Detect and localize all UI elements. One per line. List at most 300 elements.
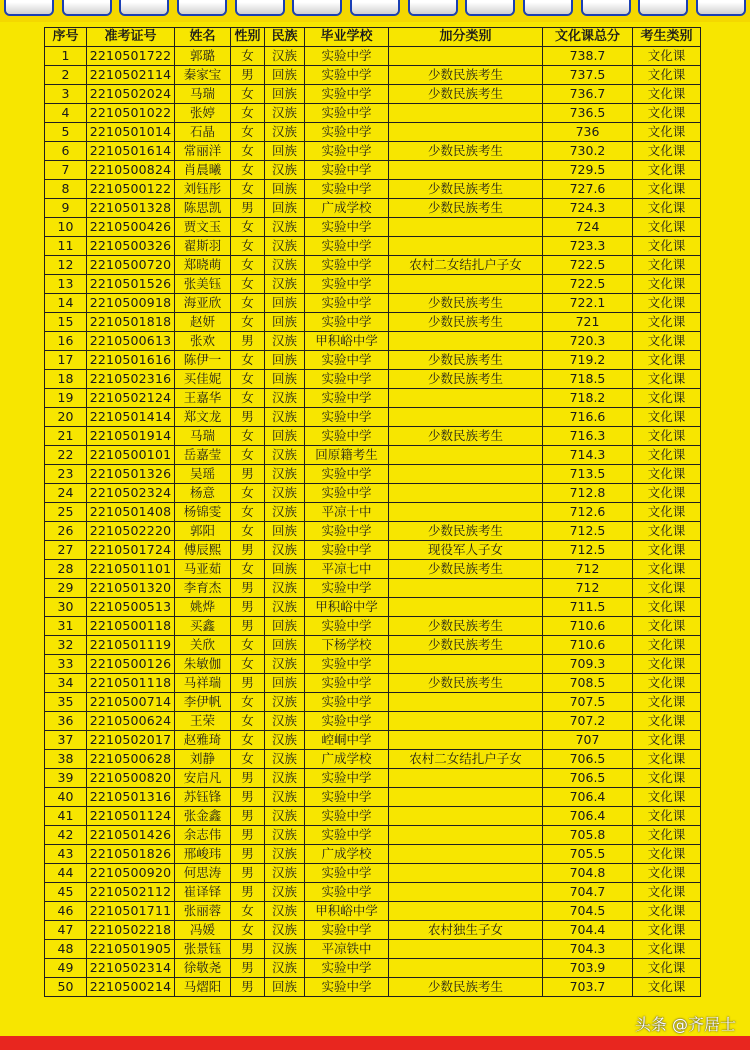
cell-name: 安启凡 bbox=[175, 769, 231, 788]
cell-name: 刘静 bbox=[175, 750, 231, 769]
cell-gender: 女 bbox=[231, 142, 265, 161]
cell-total-score: 736.5 bbox=[543, 104, 633, 123]
cell-name: 张金鑫 bbox=[175, 807, 231, 826]
cell-index: 34 bbox=[45, 674, 87, 693]
table-row bbox=[45, 332, 701, 351]
cell-ethnicity: 回族 bbox=[265, 180, 305, 199]
cell-index: 8 bbox=[45, 180, 87, 199]
cell-total-score: 706.4 bbox=[543, 807, 633, 826]
cell-ethnicity: 汉族 bbox=[265, 123, 305, 142]
cell-exam-id: 2210500714 bbox=[87, 693, 175, 712]
table-row bbox=[45, 788, 701, 807]
cell-name: 刘钰彤 bbox=[175, 180, 231, 199]
cell-index: 5 bbox=[45, 123, 87, 142]
cell-exam-id: 2210502024 bbox=[87, 85, 175, 104]
cell-total-score: 707.2 bbox=[543, 712, 633, 731]
cell-name: 海亚欣 bbox=[175, 294, 231, 313]
cell-student-category: 文化课 bbox=[633, 883, 701, 902]
cell-exam-id: 2210501408 bbox=[87, 503, 175, 522]
cell-school: 广成学校 bbox=[305, 750, 389, 769]
table-row bbox=[45, 446, 701, 465]
cell-ethnicity: 回族 bbox=[265, 142, 305, 161]
cell-gender: 男 bbox=[231, 465, 265, 484]
cell-exam-id: 2210501022 bbox=[87, 104, 175, 123]
cell-index: 44 bbox=[45, 864, 87, 883]
header-ethnicity: 民族 bbox=[265, 28, 305, 47]
cell-index: 49 bbox=[45, 959, 87, 978]
cell-student-category: 文化课 bbox=[633, 655, 701, 674]
cell-school: 实验中学 bbox=[305, 85, 389, 104]
table-row bbox=[45, 47, 701, 66]
header-name: 姓名 bbox=[175, 28, 231, 47]
cell-gender: 男 bbox=[231, 845, 265, 864]
cell-school: 平凉铁中 bbox=[305, 940, 389, 959]
table-row bbox=[45, 617, 701, 636]
cell-student-category: 文化课 bbox=[633, 522, 701, 541]
cell-gender: 男 bbox=[231, 66, 265, 85]
table-row bbox=[45, 142, 701, 161]
table-row bbox=[45, 218, 701, 237]
cell-school: 实验中学 bbox=[305, 275, 389, 294]
cell-bonus-category: 少数民族考生 bbox=[389, 85, 543, 104]
cell-gender: 男 bbox=[231, 541, 265, 560]
cell-name: 买鑫 bbox=[175, 617, 231, 636]
cell-gender: 男 bbox=[231, 674, 265, 693]
cell-ethnicity: 回族 bbox=[265, 66, 305, 85]
cell-name: 冯媛 bbox=[175, 921, 231, 940]
cell-school: 实验中学 bbox=[305, 978, 389, 997]
cell-exam-id: 2210501724 bbox=[87, 541, 175, 560]
cell-total-score: 704.3 bbox=[543, 940, 633, 959]
table-row bbox=[45, 579, 701, 598]
cell-school: 实验中学 bbox=[305, 294, 389, 313]
cell-bonus-category bbox=[389, 693, 543, 712]
table-row bbox=[45, 503, 701, 522]
table-row bbox=[45, 693, 701, 712]
cell-gender: 男 bbox=[231, 617, 265, 636]
cell-gender: 男 bbox=[231, 199, 265, 218]
cell-ethnicity: 汉族 bbox=[265, 408, 305, 427]
cell-index: 6 bbox=[45, 142, 87, 161]
cell-gender: 女 bbox=[231, 275, 265, 294]
cell-gender: 女 bbox=[231, 902, 265, 921]
cell-student-category: 文化课 bbox=[633, 142, 701, 161]
cell-student-category: 文化课 bbox=[633, 427, 701, 446]
cell-student-category: 文化课 bbox=[633, 750, 701, 769]
cell-exam-id: 2210502017 bbox=[87, 731, 175, 750]
cell-school: 实验中学 bbox=[305, 522, 389, 541]
cell-gender: 男 bbox=[231, 807, 265, 826]
cell-bonus-category bbox=[389, 959, 543, 978]
cell-name: 张美钰 bbox=[175, 275, 231, 294]
cell-name: 吴瑶 bbox=[175, 465, 231, 484]
cell-ethnicity: 汉族 bbox=[265, 959, 305, 978]
cell-total-score: 718.2 bbox=[543, 389, 633, 408]
cell-gender: 男 bbox=[231, 598, 265, 617]
cell-bonus-category: 少数民族考生 bbox=[389, 142, 543, 161]
cell-school: 实验中学 bbox=[305, 826, 389, 845]
table-row bbox=[45, 275, 701, 294]
table-row bbox=[45, 370, 701, 389]
table-row bbox=[45, 769, 701, 788]
cell-student-category: 文化课 bbox=[633, 351, 701, 370]
cell-student-category: 文化课 bbox=[633, 598, 701, 617]
cell-gender: 女 bbox=[231, 731, 265, 750]
cell-bonus-category bbox=[389, 446, 543, 465]
cell-bonus-category bbox=[389, 655, 543, 674]
cell-index: 23 bbox=[45, 465, 87, 484]
cell-student-category: 文化课 bbox=[633, 902, 701, 921]
cell-total-score: 713.5 bbox=[543, 465, 633, 484]
cell-student-category: 文化课 bbox=[633, 237, 701, 256]
table-row bbox=[45, 750, 701, 769]
cell-exam-id: 2210500918 bbox=[87, 294, 175, 313]
cell-exam-id: 2210501124 bbox=[87, 807, 175, 826]
cell-school: 实验中学 bbox=[305, 883, 389, 902]
cell-student-category: 文化课 bbox=[633, 408, 701, 427]
cell-gender: 男 bbox=[231, 769, 265, 788]
cell-total-score: 720.3 bbox=[543, 332, 633, 351]
cell-bonus-category bbox=[389, 218, 543, 237]
table-row bbox=[45, 807, 701, 826]
cell-gender: 男 bbox=[231, 408, 265, 427]
cell-total-score: 708.5 bbox=[543, 674, 633, 693]
table-row bbox=[45, 655, 701, 674]
cell-bonus-category bbox=[389, 598, 543, 617]
cell-index: 43 bbox=[45, 845, 87, 864]
cell-exam-id: 2210501118 bbox=[87, 674, 175, 693]
cell-index: 50 bbox=[45, 978, 87, 997]
cell-ethnicity: 汉族 bbox=[265, 655, 305, 674]
cell-total-score: 704.4 bbox=[543, 921, 633, 940]
cell-student-category: 文化课 bbox=[633, 788, 701, 807]
cell-gender: 男 bbox=[231, 883, 265, 902]
cell-bonus-category: 农村二女结扎户子女 bbox=[389, 256, 543, 275]
cell-student-category: 文化课 bbox=[633, 370, 701, 389]
table-row bbox=[45, 636, 701, 655]
cell-name: 王荣 bbox=[175, 712, 231, 731]
cell-bonus-category bbox=[389, 845, 543, 864]
table-row bbox=[45, 826, 701, 845]
cell-bonus-category: 少数民族考生 bbox=[389, 636, 543, 655]
cell-exam-id: 2210501328 bbox=[87, 199, 175, 218]
cell-name: 石晶 bbox=[175, 123, 231, 142]
cell-total-score: 712 bbox=[543, 560, 633, 579]
cell-total-score: 736.7 bbox=[543, 85, 633, 104]
cell-school: 实验中学 bbox=[305, 180, 389, 199]
cell-bonus-category bbox=[389, 104, 543, 123]
cell-bonus-category bbox=[389, 465, 543, 484]
cell-school: 实验中学 bbox=[305, 237, 389, 256]
cell-ethnicity: 汉族 bbox=[265, 579, 305, 598]
cell-name: 马瑞 bbox=[175, 427, 231, 446]
cell-gender: 女 bbox=[231, 693, 265, 712]
cell-student-category: 文化课 bbox=[633, 693, 701, 712]
cell-name: 马亚茹 bbox=[175, 560, 231, 579]
table-row bbox=[45, 560, 701, 579]
cell-gender: 女 bbox=[231, 180, 265, 199]
cell-name: 翟斯羽 bbox=[175, 237, 231, 256]
cell-school: 实验中学 bbox=[305, 579, 389, 598]
cell-school: 实验中学 bbox=[305, 47, 389, 66]
cell-school: 实验中学 bbox=[305, 864, 389, 883]
cell-exam-id: 2210500628 bbox=[87, 750, 175, 769]
cell-index: 39 bbox=[45, 769, 87, 788]
cell-total-score: 712.5 bbox=[543, 541, 633, 560]
cell-total-score: 730.2 bbox=[543, 142, 633, 161]
cell-school: 广成学校 bbox=[305, 199, 389, 218]
cell-student-category: 文化课 bbox=[633, 579, 701, 598]
cell-gender: 女 bbox=[231, 655, 265, 674]
cell-bonus-category bbox=[389, 484, 543, 503]
cell-ethnicity: 回族 bbox=[265, 85, 305, 104]
cell-index: 29 bbox=[45, 579, 87, 598]
cell-name: 张欢 bbox=[175, 332, 231, 351]
cell-name: 贾文玉 bbox=[175, 218, 231, 237]
cell-gender: 女 bbox=[231, 313, 265, 332]
cell-school: 实验中学 bbox=[305, 465, 389, 484]
cell-bonus-category bbox=[389, 47, 543, 66]
cell-gender: 男 bbox=[231, 959, 265, 978]
cell-index: 38 bbox=[45, 750, 87, 769]
cell-ethnicity: 回族 bbox=[265, 560, 305, 579]
cell-gender: 女 bbox=[231, 446, 265, 465]
cell-index: 26 bbox=[45, 522, 87, 541]
cell-bonus-category bbox=[389, 788, 543, 807]
cell-ethnicity: 汉族 bbox=[265, 712, 305, 731]
cell-name: 郭阳 bbox=[175, 522, 231, 541]
cell-gender: 女 bbox=[231, 47, 265, 66]
cell-index: 42 bbox=[45, 826, 87, 845]
cell-total-score: 716.6 bbox=[543, 408, 633, 427]
table-row bbox=[45, 712, 701, 731]
cell-exam-id: 2210500214 bbox=[87, 978, 175, 997]
cell-exam-id: 2210501905 bbox=[87, 940, 175, 959]
cell-ethnicity: 汉族 bbox=[265, 693, 305, 712]
cell-total-score: 722.5 bbox=[543, 256, 633, 275]
cell-student-category: 文化课 bbox=[633, 389, 701, 408]
cell-ethnicity: 回族 bbox=[265, 674, 305, 693]
cell-index: 45 bbox=[45, 883, 87, 902]
cell-total-score: 710.6 bbox=[543, 617, 633, 636]
cell-school: 实验中学 bbox=[305, 313, 389, 332]
cell-name: 崔译铎 bbox=[175, 883, 231, 902]
cell-school: 实验中学 bbox=[305, 370, 389, 389]
cell-exam-id: 2210500820 bbox=[87, 769, 175, 788]
cell-student-category: 文化课 bbox=[633, 104, 701, 123]
cell-total-score: 737.5 bbox=[543, 66, 633, 85]
cell-bonus-category bbox=[389, 769, 543, 788]
cell-ethnicity: 回族 bbox=[265, 617, 305, 636]
table-row bbox=[45, 921, 701, 940]
cell-gender: 女 bbox=[231, 484, 265, 503]
cell-total-score: 706.4 bbox=[543, 788, 633, 807]
cell-exam-id: 2210501414 bbox=[87, 408, 175, 427]
cell-exam-id: 2210500426 bbox=[87, 218, 175, 237]
cell-school: 实验中学 bbox=[305, 807, 389, 826]
cell-school: 实验中学 bbox=[305, 769, 389, 788]
cell-school: 回原籍考生 bbox=[305, 446, 389, 465]
cell-ethnicity: 汉族 bbox=[265, 921, 305, 940]
cell-exam-id: 2210501426 bbox=[87, 826, 175, 845]
table-row bbox=[45, 959, 701, 978]
cell-ethnicity: 汉族 bbox=[265, 788, 305, 807]
cell-bonus-category: 少数民族考生 bbox=[389, 370, 543, 389]
table-row bbox=[45, 66, 701, 85]
cell-index: 28 bbox=[45, 560, 87, 579]
cell-total-score: 710.6 bbox=[543, 636, 633, 655]
cell-gender: 女 bbox=[231, 921, 265, 940]
cell-school: 实验中学 bbox=[305, 389, 389, 408]
cell-gender: 女 bbox=[231, 294, 265, 313]
cell-index: 15 bbox=[45, 313, 87, 332]
cell-ethnicity: 回族 bbox=[265, 294, 305, 313]
cell-gender: 女 bbox=[231, 104, 265, 123]
cell-school: 实验中学 bbox=[305, 408, 389, 427]
cell-gender: 男 bbox=[231, 332, 265, 351]
cell-index: 7 bbox=[45, 161, 87, 180]
cell-index: 48 bbox=[45, 940, 87, 959]
cell-bonus-category bbox=[389, 902, 543, 921]
header-index: 序号 bbox=[45, 28, 87, 47]
cell-school: 甲积峪中学 bbox=[305, 598, 389, 617]
cell-name: 马瑞 bbox=[175, 85, 231, 104]
cell-ethnicity: 汉族 bbox=[265, 769, 305, 788]
cell-index: 3 bbox=[45, 85, 87, 104]
table-row bbox=[45, 237, 701, 256]
title-banner-cropped bbox=[0, 0, 750, 22]
cell-index: 20 bbox=[45, 408, 87, 427]
table-row bbox=[45, 864, 701, 883]
cell-student-category: 文化课 bbox=[633, 617, 701, 636]
cell-exam-id: 2210500624 bbox=[87, 712, 175, 731]
cell-name: 马祥瑞 bbox=[175, 674, 231, 693]
cell-index: 35 bbox=[45, 693, 87, 712]
cell-bonus-category: 少数民族考生 bbox=[389, 294, 543, 313]
cell-name: 秦家宝 bbox=[175, 66, 231, 85]
cell-exam-id: 2210502114 bbox=[87, 66, 175, 85]
cell-ethnicity: 汉族 bbox=[265, 826, 305, 845]
cell-total-score: 706.5 bbox=[543, 750, 633, 769]
cell-school: 平凉十中 bbox=[305, 503, 389, 522]
table-row bbox=[45, 389, 701, 408]
cell-exam-id: 2210502112 bbox=[87, 883, 175, 902]
cell-exam-id: 2210501711 bbox=[87, 902, 175, 921]
cell-school: 实验中学 bbox=[305, 351, 389, 370]
cell-ethnicity: 汉族 bbox=[265, 750, 305, 769]
table-row bbox=[45, 427, 701, 446]
cell-school: 实验中学 bbox=[305, 427, 389, 446]
cell-total-score: 722.5 bbox=[543, 275, 633, 294]
cell-total-score: 719.2 bbox=[543, 351, 633, 370]
cell-ethnicity: 回族 bbox=[265, 313, 305, 332]
cell-total-score: 705.8 bbox=[543, 826, 633, 845]
cell-bonus-category bbox=[389, 237, 543, 256]
cell-index: 12 bbox=[45, 256, 87, 275]
cell-student-category: 文化课 bbox=[633, 541, 701, 560]
cell-total-score: 724.3 bbox=[543, 199, 633, 218]
table-body bbox=[45, 47, 701, 997]
cell-school: 甲积峪中学 bbox=[305, 902, 389, 921]
cell-ethnicity: 汉族 bbox=[265, 598, 305, 617]
cell-name: 郑晓萌 bbox=[175, 256, 231, 275]
cell-gender: 女 bbox=[231, 161, 265, 180]
cell-gender: 女 bbox=[231, 750, 265, 769]
cell-student-category: 文化课 bbox=[633, 294, 701, 313]
cell-name: 杨意 bbox=[175, 484, 231, 503]
cell-student-category: 文化课 bbox=[633, 123, 701, 142]
cell-total-score: 703.7 bbox=[543, 978, 633, 997]
table-row bbox=[45, 180, 701, 199]
cell-school: 实验中学 bbox=[305, 161, 389, 180]
cell-total-score: 738.7 bbox=[543, 47, 633, 66]
cell-index: 1 bbox=[45, 47, 87, 66]
cell-name: 肖晨曦 bbox=[175, 161, 231, 180]
cell-student-category: 文化课 bbox=[633, 47, 701, 66]
table-row bbox=[45, 541, 701, 560]
cell-student-category: 文化课 bbox=[633, 940, 701, 959]
cell-student-category: 文化课 bbox=[633, 256, 701, 275]
cell-total-score: 711.5 bbox=[543, 598, 633, 617]
cell-index: 41 bbox=[45, 807, 87, 826]
cell-bonus-category: 少数民族考生 bbox=[389, 313, 543, 332]
cell-student-category: 文化课 bbox=[633, 674, 701, 693]
table-row bbox=[45, 978, 701, 997]
table-row bbox=[45, 731, 701, 750]
cell-ethnicity: 汉族 bbox=[265, 503, 305, 522]
cell-bonus-category: 少数民族考生 bbox=[389, 522, 543, 541]
cell-bonus-category bbox=[389, 940, 543, 959]
table-header-row bbox=[45, 28, 701, 47]
cell-bonus-category bbox=[389, 161, 543, 180]
cell-ethnicity: 汉族 bbox=[265, 237, 305, 256]
cell-exam-id: 2210500126 bbox=[87, 655, 175, 674]
cell-student-category: 文化课 bbox=[633, 332, 701, 351]
cell-bonus-category bbox=[389, 579, 543, 598]
header-total-score: 文化课总分 bbox=[543, 28, 633, 47]
cell-exam-id: 2210501101 bbox=[87, 560, 175, 579]
cell-ethnicity: 汉族 bbox=[265, 47, 305, 66]
cell-exam-id: 2210500122 bbox=[87, 180, 175, 199]
cell-student-category: 文化课 bbox=[633, 959, 701, 978]
cell-ethnicity: 汉族 bbox=[265, 275, 305, 294]
watermark: 头条 @齐居士 bbox=[634, 1015, 736, 1034]
cell-bonus-category bbox=[389, 826, 543, 845]
cell-index: 31 bbox=[45, 617, 87, 636]
cell-student-category: 文化课 bbox=[633, 712, 701, 731]
cell-total-score: 712 bbox=[543, 579, 633, 598]
cell-name: 朱敏伽 bbox=[175, 655, 231, 674]
cell-school: 实验中学 bbox=[305, 788, 389, 807]
cell-student-category: 文化课 bbox=[633, 845, 701, 864]
cell-gender: 女 bbox=[231, 370, 265, 389]
cell-ethnicity: 汉族 bbox=[265, 389, 305, 408]
cell-school: 实验中学 bbox=[305, 959, 389, 978]
cell-exam-id: 2210501316 bbox=[87, 788, 175, 807]
cell-exam-id: 2210501818 bbox=[87, 313, 175, 332]
cell-exam-id: 2210502220 bbox=[87, 522, 175, 541]
cell-name: 姚烨 bbox=[175, 598, 231, 617]
table-row bbox=[45, 883, 701, 902]
table-row bbox=[45, 85, 701, 104]
cell-bonus-category: 少数民族考生 bbox=[389, 199, 543, 218]
cell-ethnicity: 汉族 bbox=[265, 883, 305, 902]
score-table bbox=[44, 27, 701, 997]
cell-student-category: 文化课 bbox=[633, 978, 701, 997]
cell-index: 33 bbox=[45, 655, 87, 674]
cell-bonus-category bbox=[389, 332, 543, 351]
cell-index: 16 bbox=[45, 332, 87, 351]
